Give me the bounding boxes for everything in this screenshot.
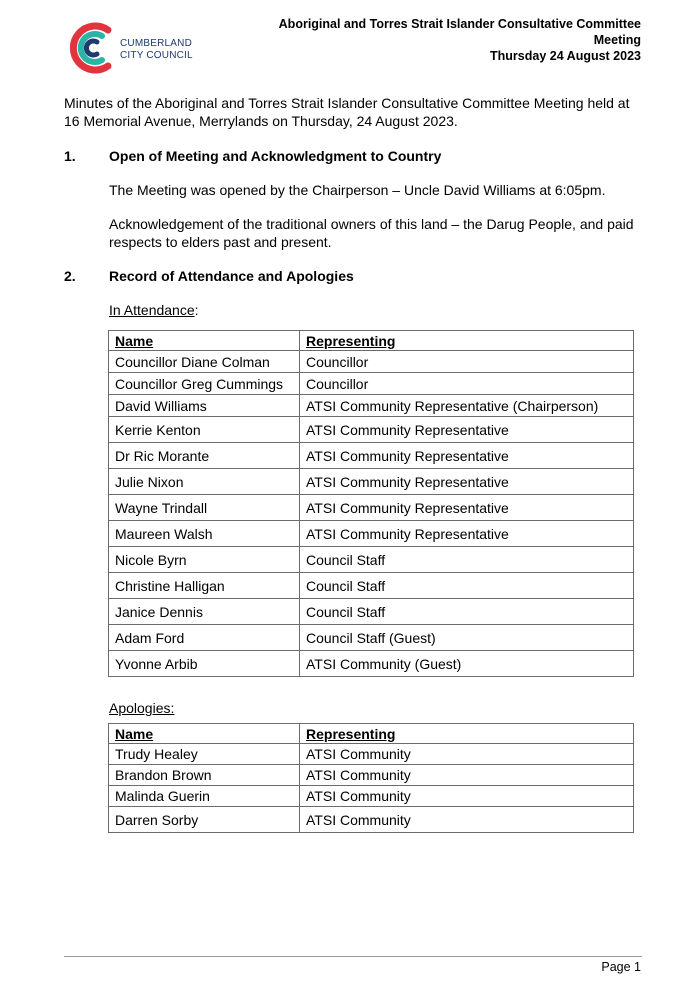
logo-text-line1: CUMBERLAND xyxy=(120,38,193,49)
attendance-cell-representing: Council Staff xyxy=(300,573,634,599)
page-number: Page 1 xyxy=(601,960,641,974)
attendance-row xyxy=(109,443,634,469)
attendance-row xyxy=(109,395,634,417)
attendance-row xyxy=(109,495,634,521)
attendance-label-colon: : xyxy=(194,302,199,318)
attendance-row xyxy=(109,351,634,373)
footer-rule xyxy=(64,956,642,957)
attendance-table-header xyxy=(109,331,634,351)
attendance-cell-name: Wayne Trindall xyxy=(109,495,300,521)
attendance-cell-representing: ATSI Community Representative xyxy=(300,521,634,547)
attendance-cell-name: Christine Halligan xyxy=(109,573,300,599)
attendance-row xyxy=(109,651,634,677)
section1-paragraph2: Acknowledgement of the traditional owners of this land – the Darug People, and paid respects to elders past and present. xyxy=(109,216,634,250)
attendance-cell-representing: Council Staff (Guest) xyxy=(300,625,634,651)
attendance-cell-name: Julie Nixon xyxy=(109,469,300,495)
apologies-cell-name: Trudy Healey xyxy=(109,744,300,765)
attendance-cell-representing: ATSI Community Representative xyxy=(300,495,634,521)
attendance-cell-representing: Council Staff xyxy=(300,599,634,625)
attendance-cell-representing: ATSI Community Representative (Chairperson) xyxy=(300,395,634,417)
attendance-cell-name: Kerrie Kenton xyxy=(109,417,300,443)
apologies-cell-representing: ATSI Community xyxy=(300,807,634,833)
council-logo xyxy=(64,16,224,80)
apologies-cell-name: Brandon Brown xyxy=(109,765,300,786)
page-header xyxy=(279,16,641,64)
section1-number: 1. xyxy=(64,148,76,164)
header-line1: Aboriginal and Torres Strait Islander Consultative Committee xyxy=(278,17,641,31)
apologies-cell-representing: ATSI Community xyxy=(300,786,634,807)
attendance-cell-name: Nicole Byrn xyxy=(109,547,300,573)
attendance-row xyxy=(109,469,634,495)
section1-title: Open of Meeting and Acknowledgment to Country xyxy=(109,148,442,164)
attendance-row xyxy=(109,373,634,395)
attendance-row xyxy=(109,417,634,443)
header-line2: Meeting xyxy=(593,33,641,47)
apologies-header-name: Name xyxy=(109,724,300,744)
apologies-row xyxy=(109,807,634,833)
attendance-header-name: Name xyxy=(109,331,300,351)
attendance-cell-name: Dr Ric Morante xyxy=(109,443,300,469)
attendance-row xyxy=(109,573,634,599)
apologies-row xyxy=(109,765,634,786)
attendance-row xyxy=(109,599,634,625)
attendance-cell-name: Yvonne Arbib xyxy=(109,651,300,677)
apologies-cell-representing: ATSI Community xyxy=(300,744,634,765)
apologies-label: Apologies: xyxy=(109,700,175,716)
apologies-cell-name: Malinda Guerin xyxy=(109,786,300,807)
section1-paragraph1: The Meeting was opened by the Chairperson – Uncle David Williams at 6:05pm. xyxy=(109,182,606,198)
apologies-cell-name: Darren Sorby xyxy=(109,807,300,833)
attendance-cell-representing: Councillor xyxy=(300,373,634,395)
apologies-table-body xyxy=(109,744,634,833)
attendance-cell-representing: Councillor xyxy=(300,351,634,373)
apologies-table-header xyxy=(109,724,634,744)
attendance-row xyxy=(109,521,634,547)
attendance-cell-representing: ATSI Community Representative xyxy=(300,443,634,469)
attendance-cell-name: Councillor Greg Cummings xyxy=(109,373,300,395)
section2-title: Record of Attendance and Apologies xyxy=(109,268,354,284)
cumberland-c-logo-icon xyxy=(64,16,116,80)
apologies-header-representing: Representing xyxy=(300,724,634,744)
attendance-table xyxy=(108,330,634,677)
attendance-table-body xyxy=(109,351,634,677)
attendance-row xyxy=(109,547,634,573)
attendance-label-wrap xyxy=(109,302,199,318)
attendance-cell-representing: ATSI Community Representative xyxy=(300,417,634,443)
logo-text xyxy=(120,38,193,62)
header-line3: Thursday 24 August 2023 xyxy=(490,49,641,63)
section2-number: 2. xyxy=(64,268,76,284)
attendance-cell-name: Maureen Walsh xyxy=(109,521,300,547)
attendance-cell-name: Janice Dennis xyxy=(109,599,300,625)
apologies-table xyxy=(108,723,634,833)
attendance-cell-representing: ATSI Community (Guest) xyxy=(300,651,634,677)
attendance-row xyxy=(109,625,634,651)
attendance-cell-name: David Williams xyxy=(109,395,300,417)
logo-text-line2: CITY COUNCIL xyxy=(120,50,193,61)
apologies-row xyxy=(109,786,634,807)
attendance-cell-name: Councillor Diane Colman xyxy=(109,351,300,373)
intro-paragraph: Minutes of the Aboriginal and Torres Strait Islander Consultative Committee Meeting held at 16 Memorial Avenue, Merrylands on Thursday, 24 August 2023. xyxy=(64,95,630,129)
attendance-cell-representing: ATSI Community Representative xyxy=(300,469,634,495)
apologies-cell-representing: ATSI Community xyxy=(300,765,634,786)
attendance-label: In Attendance xyxy=(109,302,195,318)
apologies-row xyxy=(109,744,634,765)
attendance-cell-name: Adam Ford xyxy=(109,625,300,651)
attendance-header-representing: Representing xyxy=(300,331,634,351)
attendance-cell-representing: Council Staff xyxy=(300,547,634,573)
